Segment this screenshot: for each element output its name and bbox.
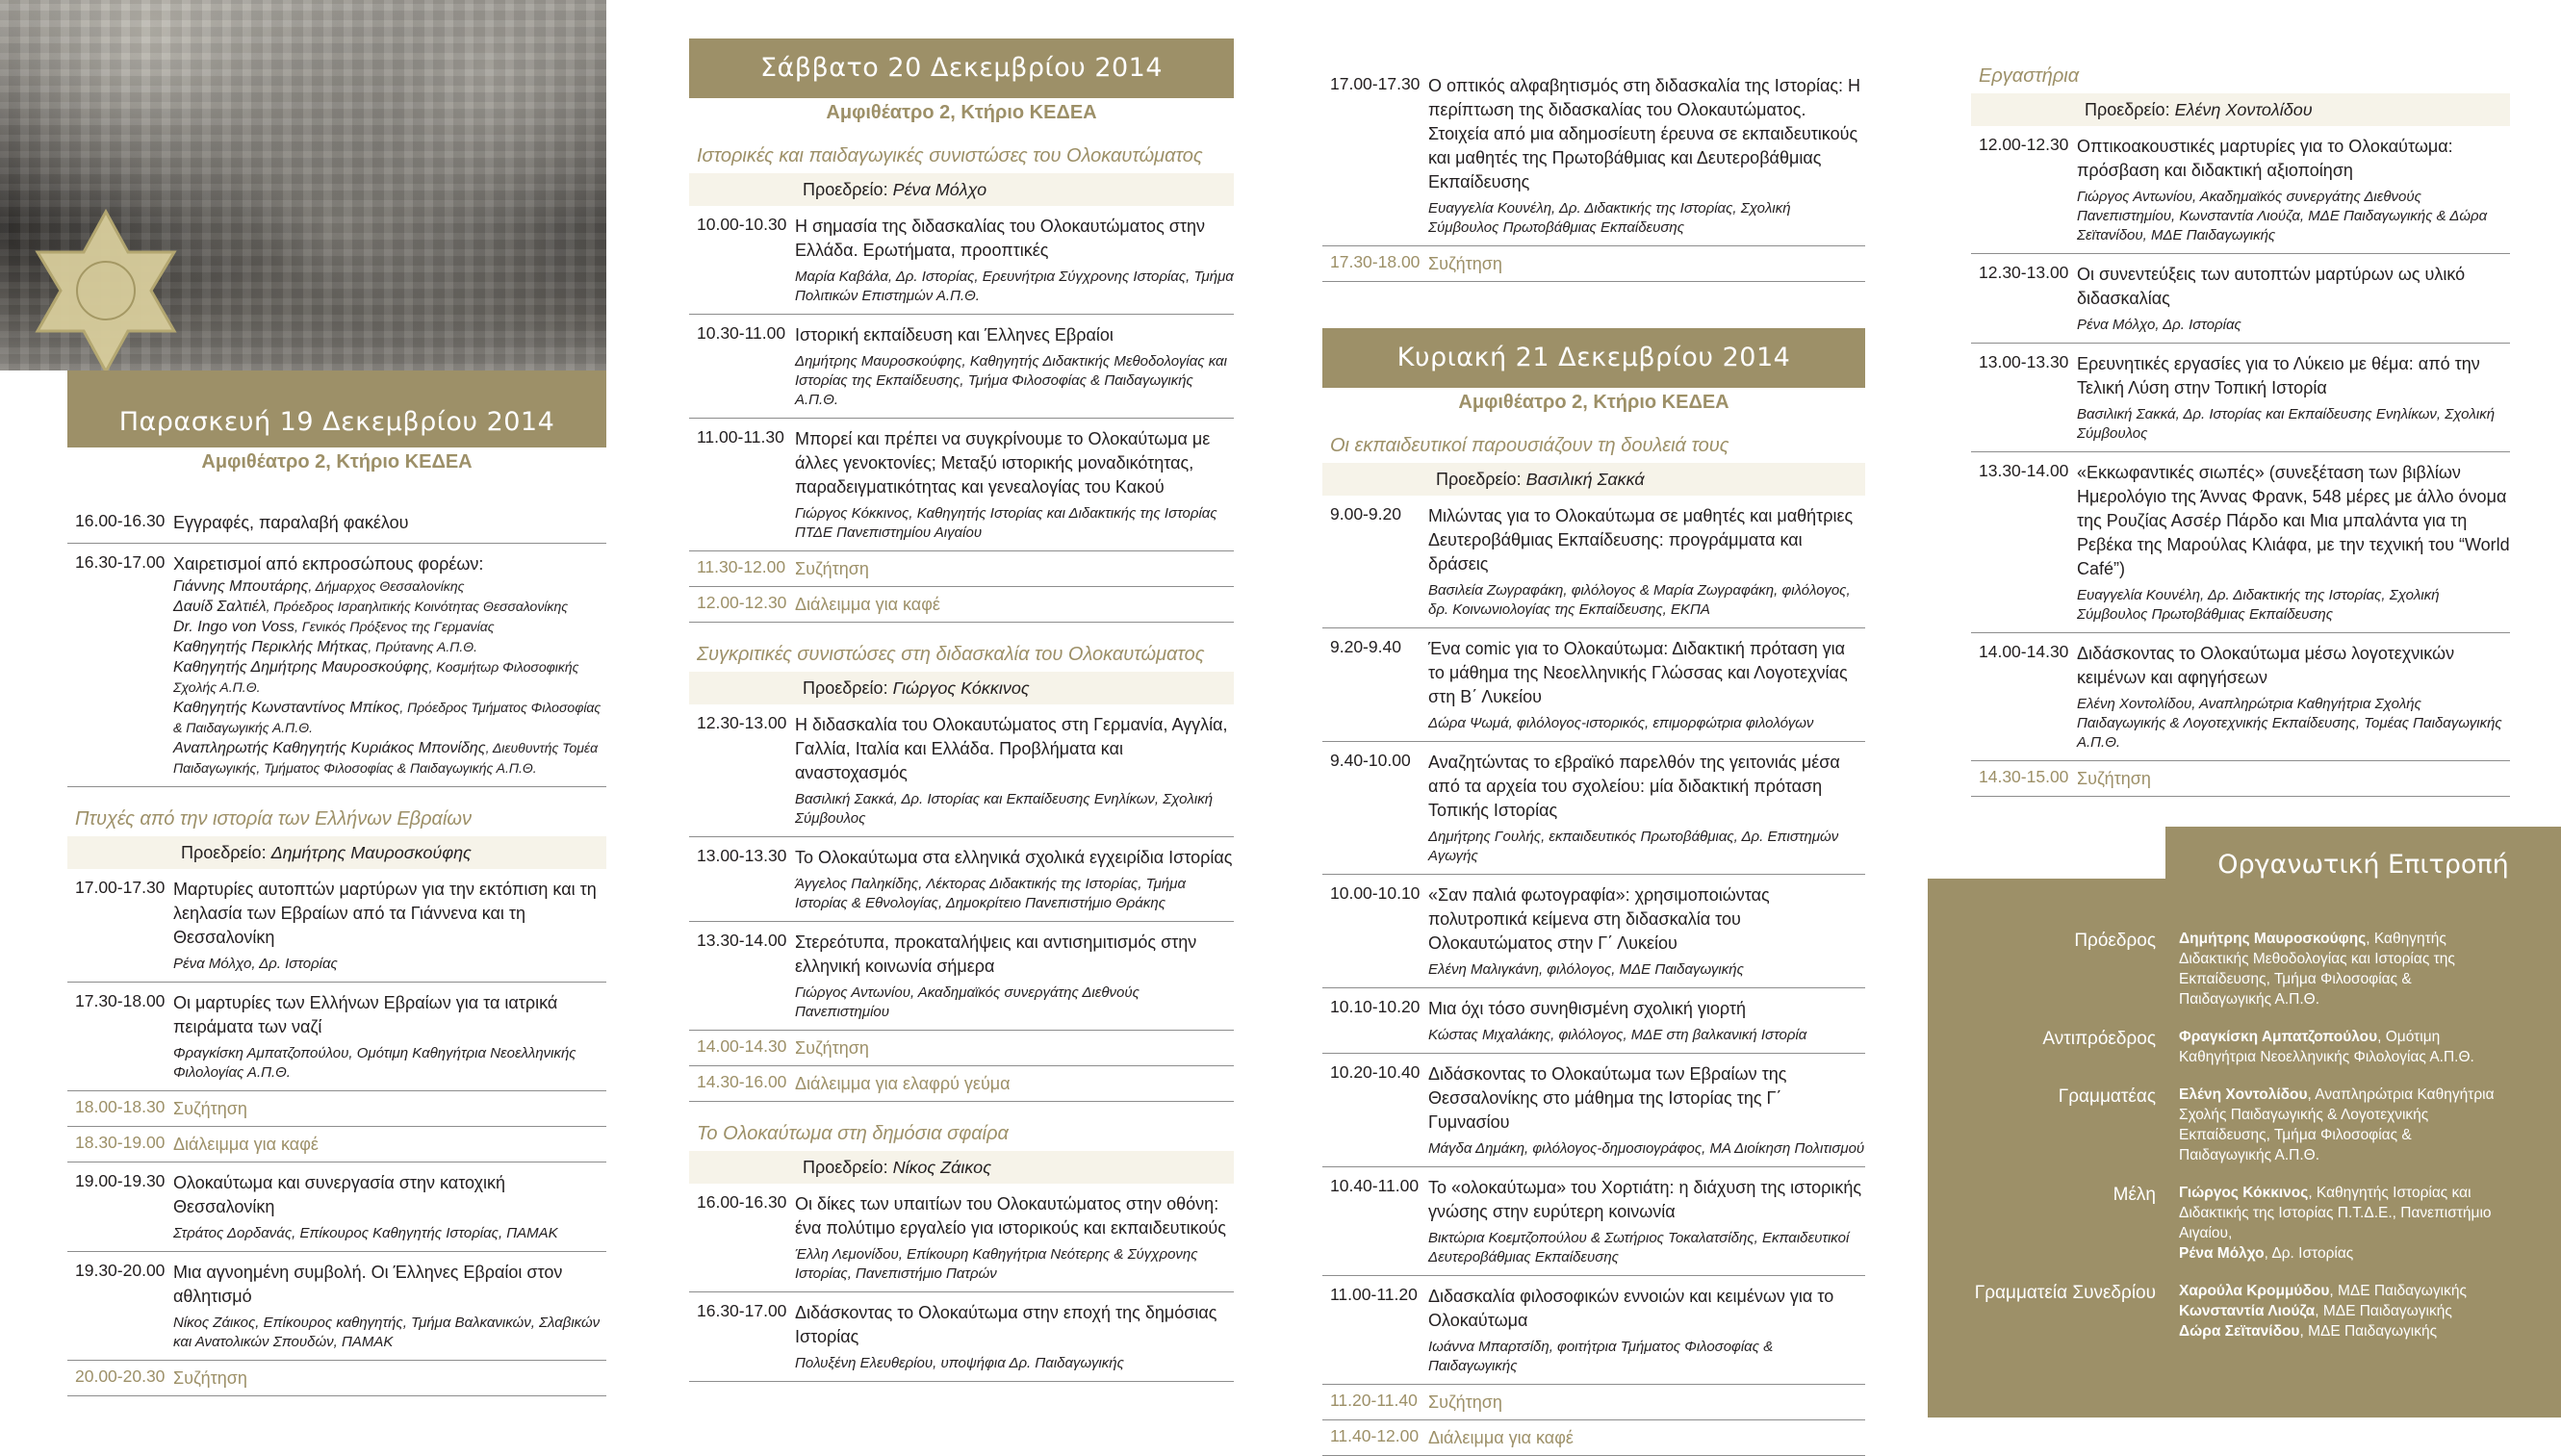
row-author: Μάγδα Δημάκη, φιλόλογος-δημοσιογράφος, ΜΑ Διοίκηση Πολιτισμού	[1428, 1140, 1865, 1157]
schedule-row	[689, 315, 1234, 419]
saturday-section-title: Το Ολοκαύτωμα στη δημόσια σφαίρα	[697, 1123, 1009, 1144]
greeting-person	[173, 698, 606, 738]
row-author: Έλλη Λεμονίδου, Επίκουρη Καθηγήτρια Νεότερης & Σύγχρονης Ιστορίας, Πανεπιστήμιο Πατρών	[795, 1246, 1198, 1282]
row-desc	[2077, 352, 2510, 444]
row-time: 10.30-11.00	[697, 323, 786, 343]
row-title: Συζήτηση	[795, 559, 869, 578]
row-author: Ελένη Χοντολίδου, Αναπληρώτρια Καθηγήτρια Σχολής Παιδαγωγικής & Λογοτεχνικής Εκπαίδευσης, Τομέας Παιδαγωγικής Α.Π.Θ.	[2077, 696, 2502, 751]
workshops-column	[1971, 65, 2510, 797]
row-time: 17.00-17.30	[1330, 74, 1421, 93]
committee-people	[2179, 1027, 2497, 1067]
chair-name: Ρένα Μόλχο	[892, 180, 987, 199]
greeting-name: Αναπληρωτής Καθηγητής Κυριάκος Μπονίδης	[173, 740, 486, 756]
saturday-column	[689, 38, 1234, 1382]
committee-role: Αντιπρόεδρος	[2042, 1029, 2156, 1049]
chair-label: Προεδρείο:	[803, 180, 888, 199]
row-author: Βασιλική Σακκά, Δρ. Ιστορίας και Εκπαίδευσης Ενηλίκων, Σχολική Σύμβουλος	[795, 791, 1214, 827]
row-time: 17.30-18.00	[75, 991, 166, 1010]
workshops-title: Εργαστήρια	[1979, 65, 2080, 87]
row-title: Συζήτηση	[1428, 1392, 1502, 1412]
row-author: Μαρία Καβάλα, Δρ. Ιστορίας, Ερευνήτρια Σύγχρονης Ιστορίας, Τμήμα Πολιτικών Επιστημών Α.Π.Θ.	[795, 268, 1234, 304]
row-time: 11.00-11.20	[1330, 1285, 1418, 1304]
row-desc	[2077, 642, 2510, 753]
row-time: 14.30-15.00	[1979, 767, 2069, 786]
greeting-person	[173, 637, 606, 657]
schedule-row	[689, 1031, 1234, 1066]
schedule-row	[1322, 1054, 1865, 1167]
greetings-title: Χαιρετισμοί από εκπροσώπους φορέων:	[173, 554, 484, 574]
row-desc	[173, 511, 606, 535]
row-desc	[1428, 1285, 1865, 1376]
row-desc	[173, 991, 606, 1083]
row-author: Γιώργος Αντωνίου, Ακαδημαϊκός συνεργάτης Διεθνούς Πανεπιστημίου	[795, 984, 1140, 1020]
greeting-role: , Πρύτανης Α.Π.Θ.	[368, 639, 478, 654]
row-title: Οπτικοακουστικές μαρτυρίες για το Ολοκαύτωμα: πρόσβαση και διδακτική αξιοποίηση	[2077, 137, 2453, 180]
friday-schedule	[67, 502, 606, 1396]
workshop-rows	[1971, 126, 2510, 797]
row-time: 16.00-16.30	[697, 1192, 787, 1212]
saturday-section-title: Ιστορικές και παιδαγωγικές συνιστώσες του Ολοκαυτώματος	[697, 145, 1203, 166]
row-title: Μπορεί και πρέπει να συγκρίνουμε το Ολοκαύτωμα με άλλες γενοκτονίες; Μεταξύ ιστορικής μοναδικότητας, παραδειγματικότητας και γενεαλογίας του Κακού	[795, 429, 1211, 497]
row-title: Διάλειμμα για καφέ	[173, 1135, 319, 1154]
committee-role: Γραμματεία Συνεδρίου	[1974, 1283, 2156, 1303]
row-desc	[173, 1367, 606, 1391]
committee-person-role: , Καθηγητής Ιστορίας και Διδακτικής της Ιστορίας Π.Τ.Δ.Ε., Πανεπιστήμιο Αιγαίου,	[2179, 1185, 2492, 1241]
row-title: «Εκκωφαντικές σιωπές» (συνεξέταση των βιβλίων Ημερολόγιο της Άννας Φρανκ, 548 μέρες με άλλο όνομα της Ρουζίας Ασσέρ Πάρδο και Μια μπαλάντα για τη Ρεβέκα της Μαρούλας Κλιάφα, με την τεχνική του “World Café”)	[2077, 463, 2510, 578]
yellow-star-icon	[0, 144, 250, 370]
chair-name: Γιώργος Κόκκινος	[892, 678, 1030, 698]
row-time: 16.30-17.00	[697, 1301, 787, 1320]
schedule-row	[67, 1252, 606, 1361]
row-time: 10.10-10.20	[1330, 997, 1421, 1016]
row-desc	[1428, 504, 1865, 620]
row-time: 9.20-9.40	[1330, 637, 1401, 656]
greeting-role: , Πρόεδρος Τμήματος Φιλοσοφίας & Παιδαγωγικής Α.Π.Θ.	[173, 700, 602, 735]
friday-chair	[67, 836, 606, 869]
saturday-chair	[689, 1151, 1234, 1184]
committee-role: Μέλη	[2113, 1185, 2156, 1205]
row-desc	[173, 1261, 606, 1352]
row-author: Δημήτρης Γουλής, εκπαιδευτικός Πρωτοβάθμιας, Δρ. Επιστημών Αγωγής	[1428, 829, 1839, 864]
row-author: Νίκος Ζάικος, Επίκουρος καθηγητής, Τμήμα Βαλκανικών, Σλαβικών και Ανατολικών Σπουδών, ΠΑΜΑΚ	[173, 1315, 601, 1350]
committee-people	[2179, 1281, 2497, 1341]
schedule-row	[67, 1361, 606, 1396]
schedule-row	[1322, 988, 1865, 1054]
committee-person	[2179, 1183, 2497, 1243]
greeting-name: Γιάννης Μπουτάρης	[173, 578, 309, 595]
row-title: Διδάσκοντας το Ολοκαύτωμα στην εποχή της δημόσιας Ιστορίας	[795, 1303, 1217, 1346]
committee-people	[2179, 929, 2497, 1009]
schedule-row	[67, 502, 606, 544]
committee-person-name: Γιώργος Κόκκινος	[2179, 1185, 2309, 1201]
greeting-person	[173, 657, 606, 698]
committee-person-name: Δημήτρης Μαυροσκούφης	[2179, 931, 2367, 947]
row-title: Στερεότυπα, προκαταλήψεις και αντισημιτισμός στην ελληνική κοινωνία σήμερα	[795, 932, 1197, 976]
row-author: Δώρα Ψωμά, φιλόλογος-ιστορικός, επιμορφώτρια φιλολόγων	[1428, 715, 1814, 731]
row-title: Διάλειμμα για καφέ	[1428, 1428, 1574, 1447]
schedule-row	[1322, 875, 1865, 988]
row-time: 13.30-14.00	[697, 931, 787, 950]
row-title: Συζήτηση	[173, 1368, 247, 1388]
committee-panel-notch	[1928, 827, 2165, 879]
row-desc	[2077, 263, 2510, 335]
committee-person	[2179, 1281, 2497, 1301]
row-title: Εγγραφές, παραλαβή φακέλου	[173, 513, 409, 532]
friday-banner: Παρασκευή 19 Δεκεμβρίου 2014	[67, 370, 606, 447]
row-desc	[1428, 751, 1865, 866]
row-title: Μια αγνοημένη συμβολή. Οι Έλληνες Εβραίοι στον αθλητισμό	[173, 1263, 563, 1306]
row-time: 13.30-14.00	[1979, 461, 2069, 480]
committee-row	[1928, 1027, 2544, 1067]
row-title: «Σαν παλιά φωτογραφία»: χρησιμοποιώντας πολυτροπικά κείμενα στη διδασκαλία του Ολοκαυτώματος στην Γ΄ Λυκείου	[1428, 885, 1770, 953]
row-time: 12.30-13.00	[697, 713, 787, 732]
row-time: 10.40-11.00	[1330, 1176, 1420, 1195]
committee-row	[1928, 1183, 2544, 1264]
committee-role: Γραμματέας	[2058, 1086, 2156, 1107]
greetings-time: 16.30-17.00	[75, 552, 166, 572]
row-desc	[1428, 252, 1865, 276]
row-author: Πολυξένη Ελευθερίου, υποψήφια Δρ. Παιδαγωγικής	[795, 1355, 1124, 1371]
committee-person-role: , Αναπληρώτρια Καθηγήτρια Σχολής Παιδαγωγικής & Λογοτεχνικής Εκπαίδευσης, Τμήμα Φιλοσοφίας & Παιδαγωγικής Α.Π.Θ.	[2179, 1086, 2495, 1163]
row-desc	[1428, 637, 1865, 733]
row-time: 18.00-18.30	[75, 1097, 166, 1116]
row-author: Γιώργος Αντωνίου, Ακαδημαϊκός συνεργάτης Διεθνούς Πανεπιστημίου, Κωνσταντία Λιούζα, ΜΔΕ Παιδαγωγικής & Δώρα Σεϊτανίδου, ΜΔΕ Παιδαγωγικής	[2077, 189, 2488, 243]
committee-person	[2179, 1243, 2497, 1264]
row-author: Ρένα Μόλχο, Δρ. Ιστορίας	[173, 956, 338, 972]
row-time: 13.00-13.30	[697, 846, 787, 865]
chair-label: Προεδρείο:	[181, 843, 267, 862]
row-time: 12.00-12.30	[1979, 135, 2069, 154]
row-title: Η σημασία της διδασκαλίας του Ολοκαυτώματος στην Ελλάδα. Ερωτήματα, προοπτικές	[795, 217, 1205, 260]
sunday-venue: Αμφιθέατρο 2, Κτήριο ΚΕΔΕΑ	[1458, 392, 1729, 413]
schedule-row	[67, 1162, 606, 1252]
row-title: Οι συνεντεύξεις των αυτοπτών μαρτύρων ως υλικό διδασκαλίας	[2077, 265, 2466, 308]
schedule-row	[1971, 761, 2510, 797]
committee-person-role: , Ομότιμη Καθηγήτρια Νεοελληνικής Φιλολογίας Α.Π.Θ.	[2179, 1029, 2474, 1065]
committee-person-name: Κωνσταντία Λιούζα	[2179, 1303, 2316, 1319]
row-author: Δημήτρης Μαυροσκούφης, Καθηγητής Διδακτικής Μεθοδολογίας και Ιστορίας της Εκπαίδευσης, Τμήμα Φιλοσοφίας & Παιδαγωγικής Α.Π.Θ.	[795, 353, 1227, 408]
committee-person	[2179, 1321, 2497, 1341]
greeting-role: , Πρόεδρος Ισραηλιτικής Κοινότητας Θεσσαλονίκης	[266, 599, 569, 614]
sunday-chair	[1322, 463, 1865, 496]
saturday-rows	[689, 206, 1234, 623]
schedule-row	[1971, 344, 2510, 452]
greeting-name: Καθηγητής Κωνσταντίνος Μπίκος	[173, 700, 400, 716]
row-desc	[1428, 1176, 1865, 1267]
row-desc	[1428, 883, 1865, 980]
row-title: Το «ολοκαύτωμα» του Χορτιάτη: η διάχυση της ιστορικής γνώσης στην ευρύτερη κοινωνία	[1428, 1178, 1862, 1221]
row-title: Συζήτηση	[2077, 769, 2151, 788]
schedule-row	[67, 1091, 606, 1127]
greeting-name: Δαυίδ Σαλτιέλ	[173, 599, 267, 615]
greeting-role: , Δήμαρχος Θεσσαλονίκης	[308, 578, 465, 594]
schedule-row	[689, 704, 1234, 837]
committee-person-role: , ΜΔΕ Παιδαγωγικής	[2299, 1323, 2438, 1340]
row-title: Ολοκαύτωμα και συνεργασία στην κατοχική Θεσσαλονίκη	[173, 1173, 506, 1216]
row-desc	[1428, 74, 1865, 238]
committee-people	[2179, 1183, 2497, 1264]
row-time: 13.00-13.30	[1979, 352, 2069, 371]
row-title: Η διδασκαλία του Ολοκαυτώματος στη Γερμανία, Αγγλία, Γαλλία, Ιταλία και Ελλάδα. Προβλήματα και αναστοχασμός	[795, 715, 1228, 782]
row-desc	[795, 1072, 1234, 1096]
row-title: Διδάσκοντας το Ολοκαύτωμα των Εβραίων της Θεσσαλονίκης στο μάθημα της Ιστορίας της Γ΄ Γυμνασίου	[1428, 1064, 1787, 1132]
row-desc	[795, 593, 1234, 617]
row-time: 11.00-11.30	[697, 427, 784, 447]
schedule-row	[1322, 1385, 1865, 1420]
row-title: Διάλειμμα για ελαφρύ γεύμα	[795, 1074, 1011, 1093]
row-desc	[1428, 1426, 1865, 1450]
row-author: Ευαγγελία Κουνέλη, Δρ. Διδακτικής της Ιστορίας, Σχολική Σύμβουλος Πρωτοβάθμιας Εκπαίδευσης	[2077, 587, 2440, 623]
schedule-row	[689, 922, 1234, 1031]
row-author: Ευαγγελία Κουνέλη, Δρ. Διδακτικής της Ιστορίας, Σχολική Σύμβουλος Πρωτοβάθμιας Εκπαίδευσης	[1428, 200, 1791, 236]
row-desc	[173, 878, 606, 974]
row-desc	[795, 215, 1234, 306]
chair-name: Νίκος Ζάικος	[892, 1158, 991, 1177]
greetings-row	[67, 544, 606, 787]
schedule-row	[689, 1066, 1234, 1102]
schedule-row	[67, 869, 606, 983]
chair-label: Προεδρείο:	[803, 1158, 888, 1177]
greeting-role: , Διευθυντής Τομέα Παιδαγωγικής, Τμήματος Φιλοσοφίας & Παιδαγωγικής Α.Π.Θ.	[173, 740, 599, 776]
committee-role: Πρόεδρος	[2074, 931, 2156, 951]
row-time: 10.00-10.30	[697, 215, 787, 234]
row-desc	[1428, 1062, 1865, 1159]
greeting-role: , Κοσμήτωρ Φιλοσοφικής Σχολής Α.Π.Θ.	[173, 659, 579, 695]
row-desc	[1428, 997, 1865, 1045]
row-title: Διδάσκοντας το Ολοκαύτωμα μέσω λογοτεχνικών κειμένων και αφηγήσεων	[2077, 644, 2455, 687]
schedule-row	[1322, 1276, 1865, 1385]
committee-person-name: Χαρούλα Κρομμύδου	[2179, 1283, 2330, 1299]
row-desc	[2077, 461, 2510, 625]
row-author: Βασιλική Σακκά, Δρ. Ιστορίας και Εκπαίδευσης Ενηλίκων, Σχολική Σύμβουλος	[2077, 406, 2496, 442]
row-author: Βικτώρια Κοεμτζοπούλου & Σωτήριος Τοκαλατσίδης, Εκπαιδευτικοί Δευτεροβάθμιας Εκπαίδευσης	[1428, 1230, 1850, 1265]
row-time: 14.00-14.30	[697, 1036, 787, 1056]
committee-person-role: , Καθηγητής Διδακτικής Μεθοδολογίας και Ιστορίας της Εκπαίδευσης, Τμήμα Φιλοσοφίας & Παιδαγωγικής Α.Π.Θ.	[2179, 931, 2455, 1008]
row-time: 14.00-14.30	[1979, 642, 2069, 661]
schedule-row	[1322, 742, 1865, 875]
row-title: Μια όχι τόσο συνηθισμένη σχολική γιορτή	[1428, 999, 1746, 1018]
greeting-person	[173, 597, 606, 617]
committee-person-name: Ρένα Μόλχο	[2179, 1245, 2265, 1262]
friday-rows	[67, 502, 606, 544]
row-author: Ελένη Μαλιγκάνη, φιλόλογος, ΜΔΕ Παιδαγωγικής	[1428, 961, 1744, 978]
committee-people	[2179, 1085, 2497, 1165]
schedule-row	[1322, 496, 1865, 628]
schedule-row	[1322, 65, 1865, 246]
chair-label: Προεδρείο:	[2085, 100, 2170, 119]
schedule-row	[689, 837, 1234, 922]
row-title: Αναζητώντας το εβραϊκό παρελθόν της γειτονιάς μέσα από τα αρχεία του σχολείου: μία διδακτική πρόταση Τοπικής Ιστορίας	[1428, 753, 1840, 820]
schedule-row	[1322, 1167, 1865, 1276]
schedule-row	[67, 983, 606, 1091]
greeting-role: , Γενικός Πρόξενος της Γερμανίας	[294, 619, 495, 634]
committee-person	[2179, 929, 2497, 1009]
row-title: Οι μαρτυρίες των Ελλήνων Εβραίων για τα ιατρικά πειράματα των ναζί	[173, 993, 558, 1036]
chair-name: Δημήτρης Μαυροσκούφης	[270, 843, 472, 862]
saturday-chair	[689, 672, 1234, 704]
row-title: Συζήτηση	[173, 1099, 247, 1118]
chair-name: Ελένη Χοντολίδου	[2174, 100, 2313, 119]
workshops-chair	[1971, 93, 2510, 126]
row-desc	[173, 1097, 606, 1121]
friday-section-rows	[67, 869, 606, 1396]
schedule-row	[1322, 246, 1865, 282]
row-desc	[795, 846, 1234, 913]
friday-venue: Αμφιθέατρο 2, Κτήριο ΚΕΔΕΑ	[201, 451, 473, 473]
schedule-row	[689, 1292, 1234, 1382]
row-author: Στράτος Δορδανάς, Επίκουρος Καθηγητής Ιστορίας, ΠΑΜΑΚ	[173, 1225, 558, 1241]
committee-title: Οργανωτική Επιτροπή	[2217, 850, 2509, 880]
committee-person	[2179, 1027, 2497, 1067]
row-time: 10.20-10.40	[1330, 1062, 1421, 1082]
committee-person	[2179, 1085, 2497, 1165]
row-desc	[173, 1133, 606, 1157]
row-title: Ερευνητικές εργασίες για το Λύκειο με θέμα: από την Τελική Λύση στην Τοπική Ιστορία	[2077, 354, 2480, 397]
committee-list	[1928, 929, 2544, 1359]
row-author: Γιώργος Κόκκινος, Καθηγητής Ιστορίας και Διδακτικής της Ιστορίας ΠΤΔΕ Πανεπιστημίου Αιγαίου	[795, 505, 1217, 541]
committee-row	[1928, 1085, 2544, 1165]
schedule-row	[689, 419, 1234, 551]
saturday-sections	[689, 145, 1234, 1382]
row-desc	[2077, 767, 2510, 791]
row-desc	[795, 931, 1234, 1022]
row-time: 16.00-16.30	[75, 511, 166, 530]
row-desc	[795, 427, 1234, 543]
row-desc	[2077, 135, 2510, 245]
greeting-person	[173, 738, 606, 779]
committee-row	[1928, 1281, 2544, 1341]
row-time: 11.40-12.00	[1330, 1426, 1420, 1445]
greeting-person	[173, 576, 606, 597]
row-desc	[795, 713, 1234, 829]
row-title: Οι δίκες των υπαιτίων του Ολοκαυτώματος στην οθόνη: ένα πολύτιμο εργαλείο για ιστορικούς και εκπαιδευτικούς	[795, 1194, 1226, 1238]
row-author: Φραγκίσκη Αμπατζοπούλου, Ομότιμη Καθηγήτρια Νεοελληνικής Φιλολογίας Α.Π.Θ.	[173, 1045, 576, 1081]
committee-person	[2179, 1301, 2497, 1321]
row-time: 9.40-10.00	[1330, 751, 1411, 770]
row-time: 11.20-11.40	[1330, 1391, 1418, 1410]
row-time: 19.00-19.30	[75, 1171, 166, 1190]
row-author: Κώστας Μιχαλάκης, φιλόλογος, ΜΔΕ στη βαλκανική Ιστορία	[1428, 1027, 1807, 1043]
chair-name: Βασιλική Σακκά	[1525, 470, 1645, 489]
schedule-row	[689, 551, 1234, 587]
row-title: Συζήτηση	[1428, 254, 1502, 273]
row-desc	[795, 557, 1234, 581]
row-author: Άγγελος Παληκίδης, Λέκτορας Διδακτικής της Ιστορίας, Τμήμα Ιστορίας & Εθνολογίας, Δημοκρίτειο Πανεπιστήμιο Θράκης	[795, 876, 1187, 911]
greetings-people	[173, 576, 606, 779]
row-time: 19.30-20.00	[75, 1261, 166, 1280]
row-title: Ιστορική εκπαίδευση και Έλληνες Εβραίοι	[795, 325, 1114, 345]
chair-label: Προεδρείο:	[803, 678, 888, 698]
row-time: 9.00-9.20	[1330, 504, 1401, 524]
greeting-name: Καθηγητής Περικλής Μήτκας	[173, 639, 369, 655]
chair-label: Προεδρείο:	[1436, 470, 1522, 489]
row-time: 14.30-16.00	[697, 1072, 787, 1091]
saturday-venue: Αμφιθέατρο 2, Κτήριο ΚΕΔΕΑ	[826, 102, 1097, 123]
row-title: Συζήτηση	[795, 1038, 869, 1058]
schedule-row	[1322, 1420, 1865, 1456]
saturday-continued-rows	[1322, 65, 1865, 282]
row-title: Διδασκαλία φιλοσοφικών εννοιών και κειμένων για το Ολοκαύτωμα	[1428, 1287, 1834, 1330]
row-author: Ρένα Μόλχο, Δρ. Ιστορίας	[2077, 317, 2241, 333]
row-desc	[795, 1192, 1234, 1284]
greeting-name: Καθηγητής Δημήτρης Μαυροσκούφης	[173, 659, 429, 676]
row-title: Το Ολοκαύτωμα στα ελληνικά σχολικά εγχειρίδια Ιστορίας	[795, 848, 1233, 867]
row-desc	[795, 1301, 1234, 1373]
committee-person-name: Ελένη Χοντολίδου	[2179, 1086, 2308, 1103]
sunday-banner: Κυριακή 21 Δεκεμβρίου 2014	[1322, 328, 1865, 388]
saturday-rows	[689, 704, 1234, 1102]
row-time: 12.30-13.00	[1979, 263, 2069, 282]
schedule-row	[1971, 254, 2510, 344]
row-time: 17.00-17.30	[75, 878, 166, 897]
row-desc	[1428, 1391, 1865, 1415]
row-title: Διάλειμμα για καφέ	[795, 595, 940, 614]
row-desc	[795, 1036, 1234, 1060]
committee-person-name: Δώρα Σεϊτανίδου	[2179, 1323, 2300, 1340]
row-author: Βασιλεία Ζωγραφάκη, φιλόλογος & Μαρία Ζωγραφάκη, φιλόλογος, δρ. Κοινωνιολογίας της Εκπαίδευσης, ΕΚΠΑ	[1428, 582, 1851, 618]
schedule-row	[1971, 126, 2510, 254]
row-time: 10.00-10.10	[1330, 883, 1421, 903]
schedule-row	[1971, 633, 2510, 761]
schedule-row	[689, 587, 1234, 623]
committee-person-role: , Δρ. Ιστορίας	[2264, 1245, 2354, 1262]
historical-photo	[0, 0, 606, 370]
row-time: 18.30-19.00	[75, 1133, 166, 1152]
row-desc	[173, 1171, 606, 1243]
row-time: 11.30-12.00	[697, 557, 786, 576]
greeting-name: Dr. Ingo von Voss	[173, 619, 295, 635]
committee-person-role: , ΜΔΕ Παιδαγωγικής	[2329, 1283, 2467, 1299]
row-title: Μιλώντας για το Ολοκαύτωμα σε μαθητές και μαθήτριες Δευτεροβάθμιας Εκπαίδευσης: προγράμματα και δράσεις	[1428, 506, 1854, 574]
row-time: 12.00-12.30	[697, 593, 787, 612]
row-time: 20.00-20.30	[75, 1367, 166, 1386]
saturday-banner: Σάββατο 20 Δεκεμβρίου 2014	[689, 38, 1234, 98]
saturday-section-title: Συγκριτικές συνιστώσες στη διδασκαλία του Ολοκαυτώματος	[697, 644, 1205, 665]
sunday-rows	[1322, 496, 1865, 1456]
saturday-chair	[689, 173, 1234, 206]
saturday-rows	[689, 1184, 1234, 1382]
schedule-row	[67, 1127, 606, 1162]
schedule-row	[689, 206, 1234, 315]
row-desc	[795, 323, 1234, 410]
row-author: Ιωάννα Μπαρτσίδη, φοιτήτρια Τμήματος Φιλοσοφίας & Παιδαγωγικής	[1428, 1339, 1774, 1374]
row-title: Ο οπτικός αλφαβητισμός στη διδασκαλία της Ιστορίας: Η περίπτωση της διδασκαλίας του Ολοκαυτώματος. Στοιχεία από μια αδημοσίευτη έρευνα σε εκπαιδευτικούς και μαθητές της Πρωτοβάθμιας και Δευτεροβάθμιας Εκπαίδευσης	[1428, 76, 1861, 192]
sunday-column	[1322, 65, 1865, 1456]
greeting-person	[173, 617, 606, 637]
committee-row	[1928, 929, 2544, 1009]
committee-person-role: , ΜΔΕ Παιδαγωγικής	[2315, 1303, 2452, 1319]
schedule-row	[1971, 452, 2510, 633]
schedule-row	[1322, 628, 1865, 742]
committee-person-name: Φραγκίσκη Αμπατζοπούλου	[2179, 1029, 2378, 1045]
schedule-row	[689, 1184, 1234, 1292]
row-title: Ένα comic για το Ολοκαύτωμα: Διδακτική πρόταση για το μάθημα της Νεοελληνικής Γλώσσας και Λογοτεχνίας στη Β΄ Λυκείου	[1428, 639, 1848, 706]
row-title: Μαρτυρίες αυτοπτών μαρτύρων για την εκτόπιση και τη λεηλασία των Εβραίων από τα Γιάννενα και τη Θεσσαλονίκη	[173, 880, 597, 947]
row-time: 17.30-18.00	[1330, 252, 1421, 271]
friday-section-title: Πτυχές από την ιστορία των Ελλήνων Εβραίων	[75, 808, 472, 830]
sunday-section-title: Οι εκπαιδευτικοί παρουσιάζουν τη δουλειά τους	[1330, 435, 1729, 456]
